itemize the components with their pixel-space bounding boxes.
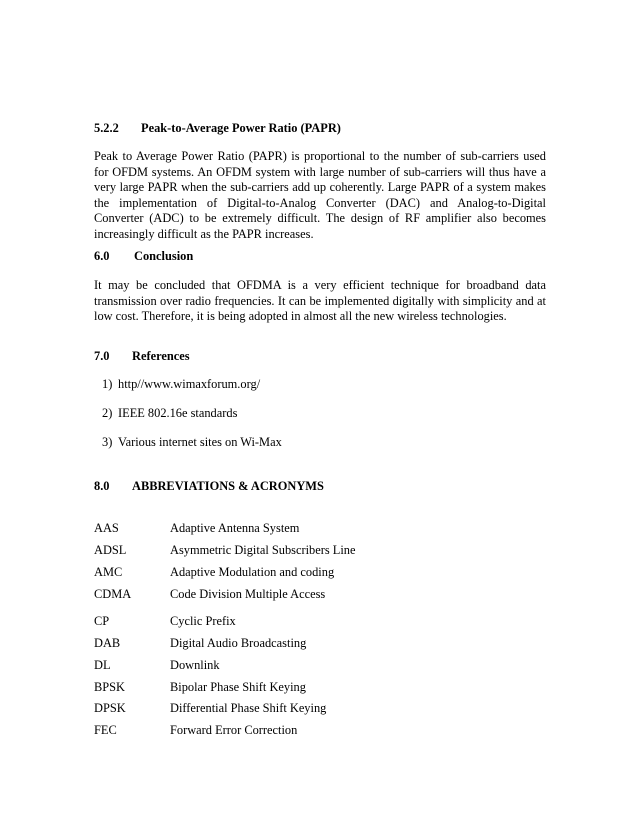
section-number: 6.0 xyxy=(94,249,110,263)
abbreviation-meaning: Cyclic Prefix xyxy=(170,614,236,628)
section-heading-abbreviations xyxy=(94,479,324,495)
reference-index: 3) xyxy=(102,435,113,449)
abbreviation-term: CP xyxy=(94,614,110,628)
abbreviation-term: FEC xyxy=(94,723,117,737)
reference-item xyxy=(102,435,282,451)
abbreviation-term: AAS xyxy=(94,521,119,535)
reference-index: 2) xyxy=(102,406,113,420)
section-heading-references xyxy=(94,349,190,365)
reference-item xyxy=(102,377,260,393)
abbreviation-term: DPSK xyxy=(94,701,126,715)
conclusion-paragraph: It may be concluded that OFDMA is a very efficient technique for broadband data transmission over radio frequencies. It can be implemented digitally with simplicity and at low cost. Therefore, it is being adopted in almost all the new wireless technologies. xyxy=(94,278,546,323)
abbreviation-term: CDMA xyxy=(94,587,132,601)
abbreviation-term: DL xyxy=(94,658,111,672)
abbreviation-term: AMC xyxy=(94,565,123,579)
section-title: ABBREVIATIONS & ACRONYMS xyxy=(132,479,324,493)
section-title: References xyxy=(132,349,190,363)
papr-paragraph: Peak to Average Power Ratio (PAPR) is proportional to the number of sub-carriers used for OFDM systems. An OFDM system with large number of sub-carriers will thus have a very large PAPR when the sub-carriers add up coherently. Large PAPR of a system makes the implementation of Digital-to-Analog Converter (DAC) and Analog-to-Digital Converter (ADC) to be extremely difficult. The design of RF amplifier also becomes increasingly difficult as the PAPR increases. xyxy=(94,149,546,241)
abbreviation-meaning: Differential Phase Shift Keying xyxy=(170,701,327,715)
section-title: Conclusion xyxy=(134,249,194,263)
abbreviation-meaning: Asymmetric Digital Subscribers Line xyxy=(170,543,356,557)
section-heading-conclusion xyxy=(94,249,193,265)
abbreviation-row xyxy=(94,614,236,630)
abbreviation-row xyxy=(94,543,355,559)
section-heading-papr xyxy=(94,121,341,137)
abbreviation-term: ADSL xyxy=(94,543,127,557)
reference-link[interactable]: http//www.wimaxforum.org/ xyxy=(118,377,261,391)
abbreviation-meaning: Adaptive Antenna System xyxy=(170,521,300,535)
abbreviation-row xyxy=(94,658,220,674)
abbreviation-row xyxy=(94,587,325,603)
abbreviation-meaning: Forward Error Correction xyxy=(170,723,298,737)
section-number: 8.0 xyxy=(94,479,110,493)
reference-text: Various internet sites on Wi-Max xyxy=(118,435,282,449)
abbreviation-meaning: Adaptive Modulation and coding xyxy=(170,565,335,579)
abbreviation-row xyxy=(94,636,306,652)
reference-item xyxy=(102,406,237,422)
abbreviation-meaning: Code Division Multiple Access xyxy=(170,587,326,601)
abbreviation-row xyxy=(94,701,326,717)
abbreviation-row xyxy=(94,680,306,696)
abbreviation-row xyxy=(94,723,297,739)
abbreviation-row xyxy=(94,565,334,581)
abbreviation-term: BPSK xyxy=(94,680,125,694)
abbreviation-meaning: Bipolar Phase Shift Keying xyxy=(170,680,306,694)
reference-text: IEEE 802.16e standards xyxy=(118,406,238,420)
section-number: 7.0 xyxy=(94,349,110,363)
abbreviation-row xyxy=(94,521,299,537)
abbreviation-meaning: Digital Audio Broadcasting xyxy=(170,636,307,650)
section-number: 5.2.2 xyxy=(94,121,119,135)
abbreviation-meaning: Downlink xyxy=(170,658,220,672)
abbreviation-term: DAB xyxy=(94,636,121,650)
reference-index: 1) xyxy=(102,377,113,391)
section-title: Peak-to-Average Power Ratio (PAPR) xyxy=(141,121,341,135)
